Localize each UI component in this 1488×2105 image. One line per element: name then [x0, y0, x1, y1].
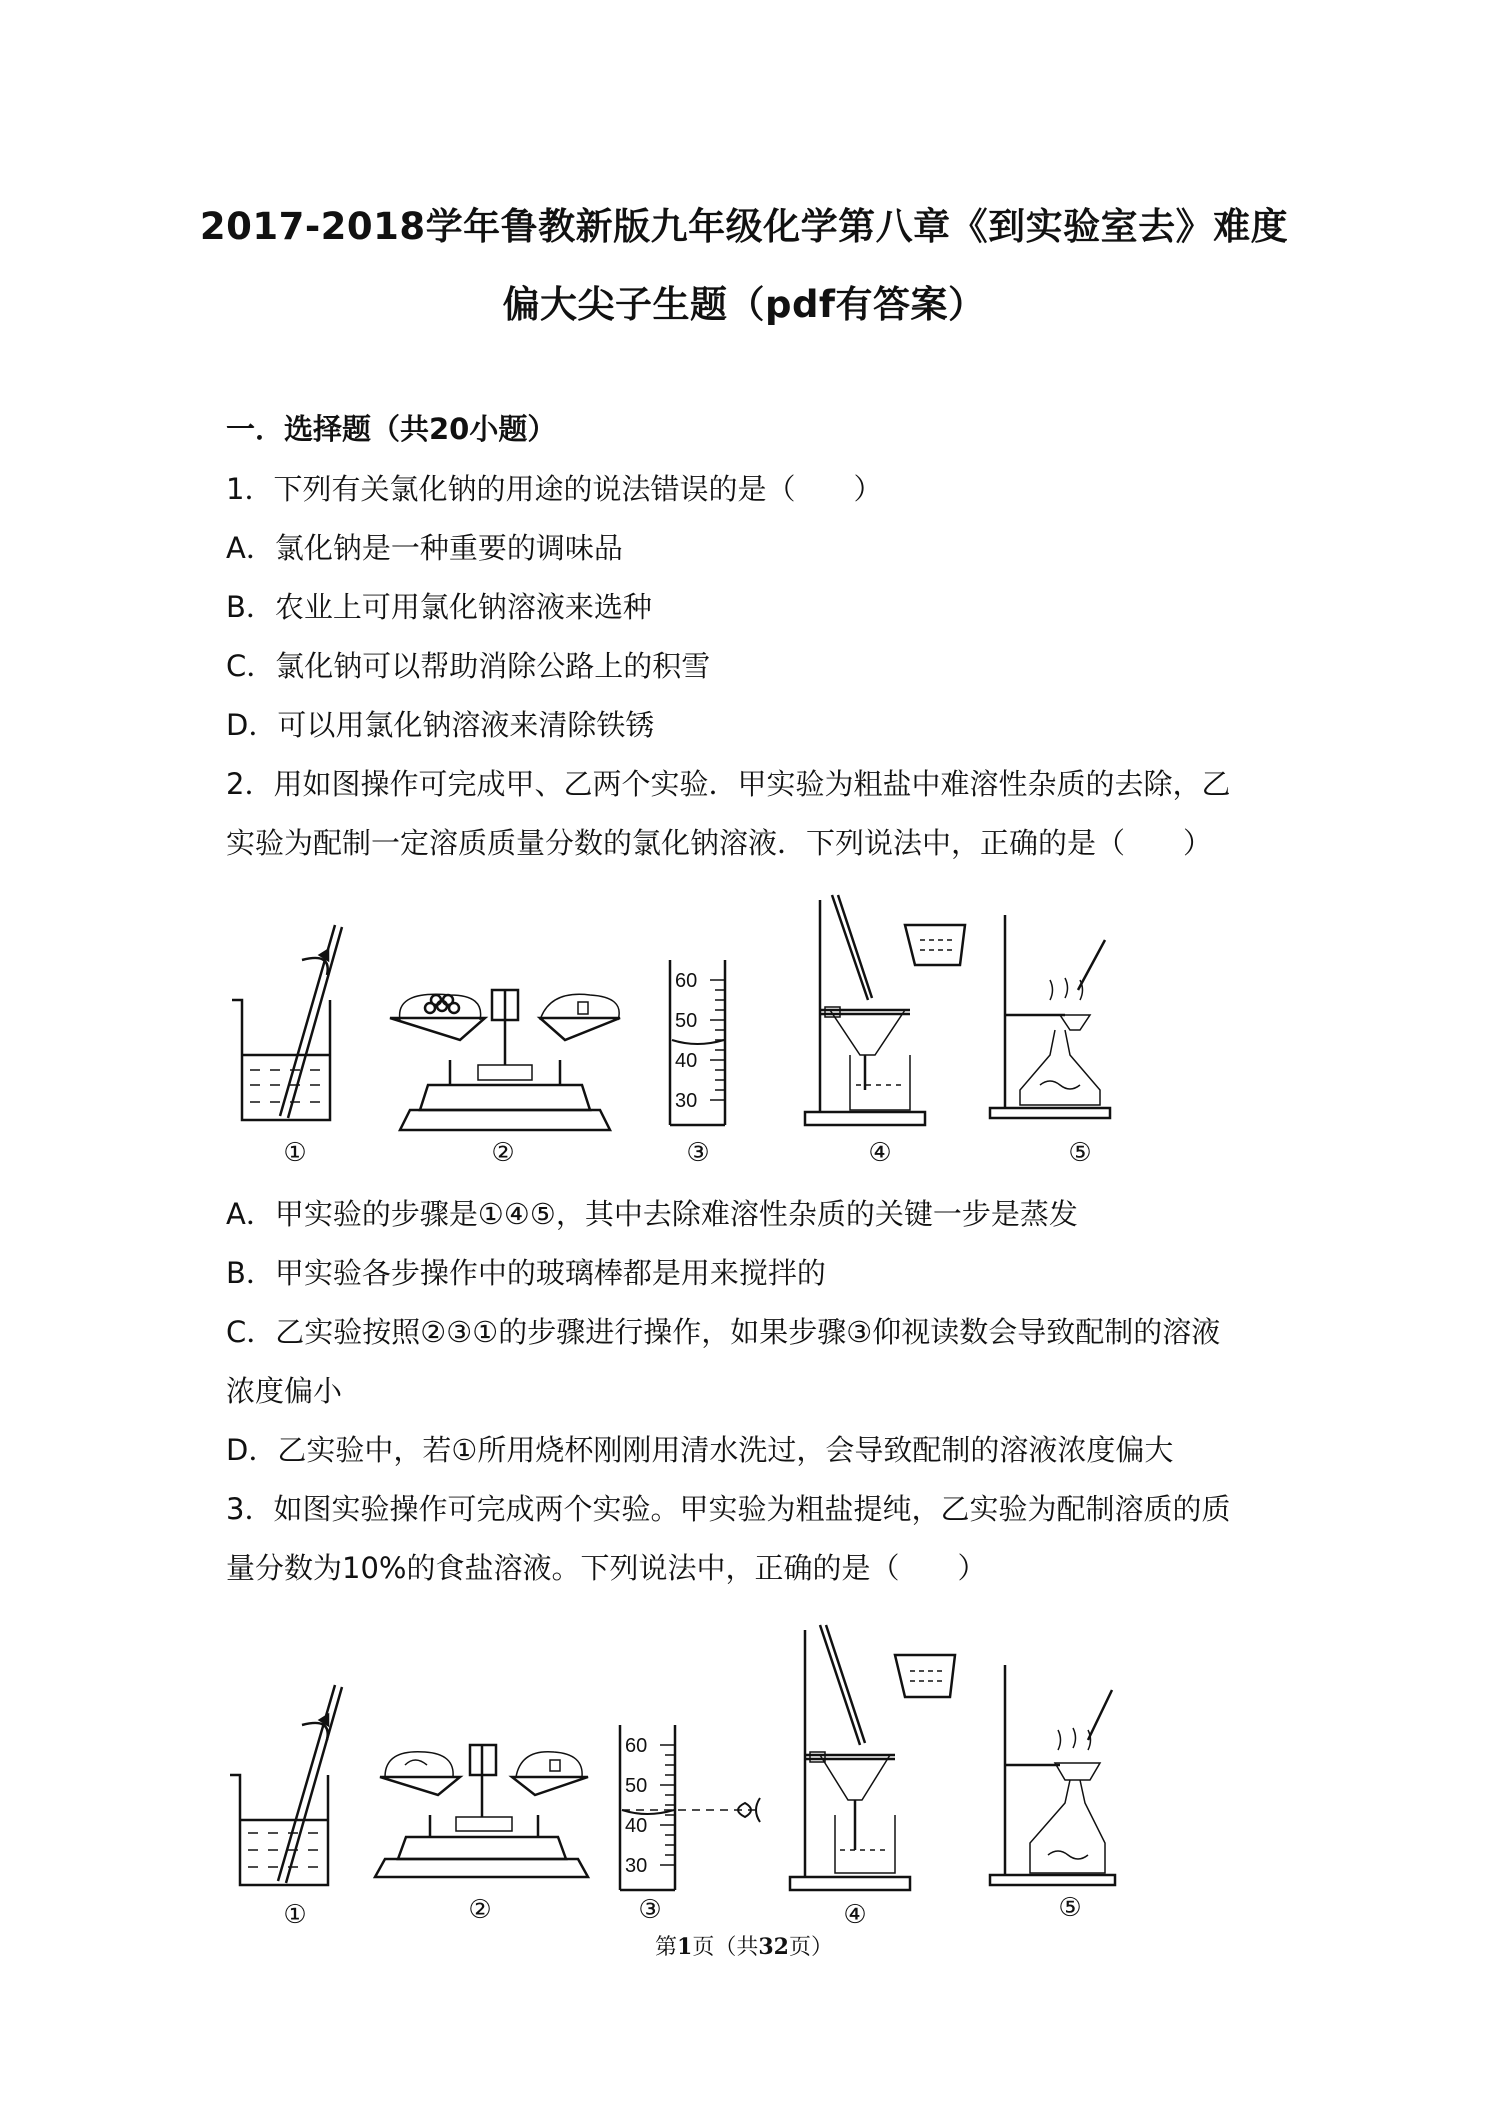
- q3-figure-label-4: ④: [843, 1900, 867, 1930]
- question-2-option-b: B．甲实验各步操作中的玻璃棒都是用来搅拌的: [226, 1256, 826, 1290]
- footer-page-number: 1: [677, 1934, 693, 1960]
- question-2-option-d: D．乙实验中，若①所用烧杯刚刚用清水洗过，会导致配制的溶液浓度偏大: [226, 1433, 1174, 1467]
- beaker-stirring-diagram: [232, 925, 342, 1120]
- q2-figure-label-5: ⑤: [1068, 1138, 1092, 1168]
- question-2-figure: [220, 880, 1180, 1140]
- cylinder-tick-60: 60: [675, 970, 698, 992]
- evaporation-diagram: [990, 915, 1110, 1118]
- question-3-figure: [220, 1605, 1180, 1905]
- cylinder-tick-40: 40: [675, 1050, 698, 1072]
- document-title-line-2: 偏大尖子生题（pdf有答案）: [502, 283, 986, 326]
- footer-suffix: 页）: [788, 1935, 833, 1960]
- evaporation-diagram: [990, 1665, 1115, 1885]
- q2-figure-label-1: ①: [283, 1138, 307, 1168]
- balance-diagram: [375, 1745, 588, 1877]
- graduated-cylinder-diagram: [670, 960, 725, 1125]
- question-2-stem-line-1: 2．用如图操作可完成甲、乙两个实验．甲实验为粗盐中难溶性杂质的去除，乙: [226, 767, 1231, 801]
- balance-diagram: [390, 990, 620, 1130]
- page-footer: [0, 1930, 1488, 1961]
- filtration-diagram: [790, 1625, 955, 1890]
- question-1-stem: 1．下列有关氯化钠的用途的说法错误的是（ ）: [226, 472, 883, 506]
- filtration-diagram: [805, 895, 965, 1125]
- question-3-stem-line-2: 量分数为10%的食盐溶液。下列说法中，正确的是（ ）: [226, 1551, 987, 1585]
- footer-total-pages: 32: [758, 1934, 789, 1960]
- beaker-stirring-diagram: [230, 1685, 342, 1885]
- graduated-cylinder-diagram: [620, 1725, 760, 1890]
- cylinder-tick-40: 40: [625, 1815, 648, 1837]
- section-heading: 一．选择题（共20小题）: [226, 412, 557, 446]
- q2-figure-label-4: ④: [868, 1138, 892, 1168]
- q3-figure-label-1: ①: [283, 1900, 307, 1930]
- q3-figure-label-3: ③: [638, 1895, 662, 1925]
- question-2-option-a: A．甲实验的步骤是①④⑤，其中去除难溶性杂质的关键一步是蒸发: [226, 1197, 1078, 1231]
- cylinder-tick-60: 60: [625, 1735, 648, 1757]
- q3-figure-label-2: ②: [468, 1895, 492, 1925]
- question-3-stem-line-1: 3．如图实验操作可完成两个实验。甲实验为粗盐提纯，乙实验为配制溶质的质: [226, 1492, 1231, 1526]
- document-title-line-1: 2017-2018学年鲁教新版九年级化学第八章《到实验室去》难度: [199, 205, 1289, 248]
- cylinder-tick-50: 50: [675, 1010, 698, 1032]
- q2-figure-label-2: ②: [491, 1138, 515, 1168]
- question-1-option-b: B．农业上可用氯化钠溶液来选种: [226, 590, 652, 624]
- footer-middle: 页（共: [692, 1935, 759, 1960]
- cylinder-tick-50: 50: [625, 1775, 648, 1797]
- cylinder-tick-30: 30: [625, 1855, 648, 1877]
- question-1-option-a: A．氯化钠是一种重要的调味品: [226, 531, 623, 565]
- question-1-option-c: C．氯化钠可以帮助消除公路上的积雪: [226, 649, 711, 683]
- question-2-option-c-continued: 浓度偏小: [226, 1374, 343, 1408]
- cylinder-tick-30: 30: [675, 1090, 698, 1112]
- question-2-stem-line-2: 实验为配制一定溶质质量分数的氯化钠溶液．下列说法中，正确的是（ ）: [226, 826, 1213, 860]
- q3-figure-label-5: ⑤: [1058, 1893, 1082, 1923]
- question-1-option-d: D．可以用氯化钠溶液来清除铁锈: [226, 708, 655, 742]
- question-2-option-c: C．乙实验按照②③①的步骤进行操作，如果步骤③仰视读数会导致配制的溶液: [226, 1315, 1221, 1349]
- footer-prefix: 第: [655, 1935, 678, 1960]
- q2-figure-label-3: ③: [686, 1138, 710, 1168]
